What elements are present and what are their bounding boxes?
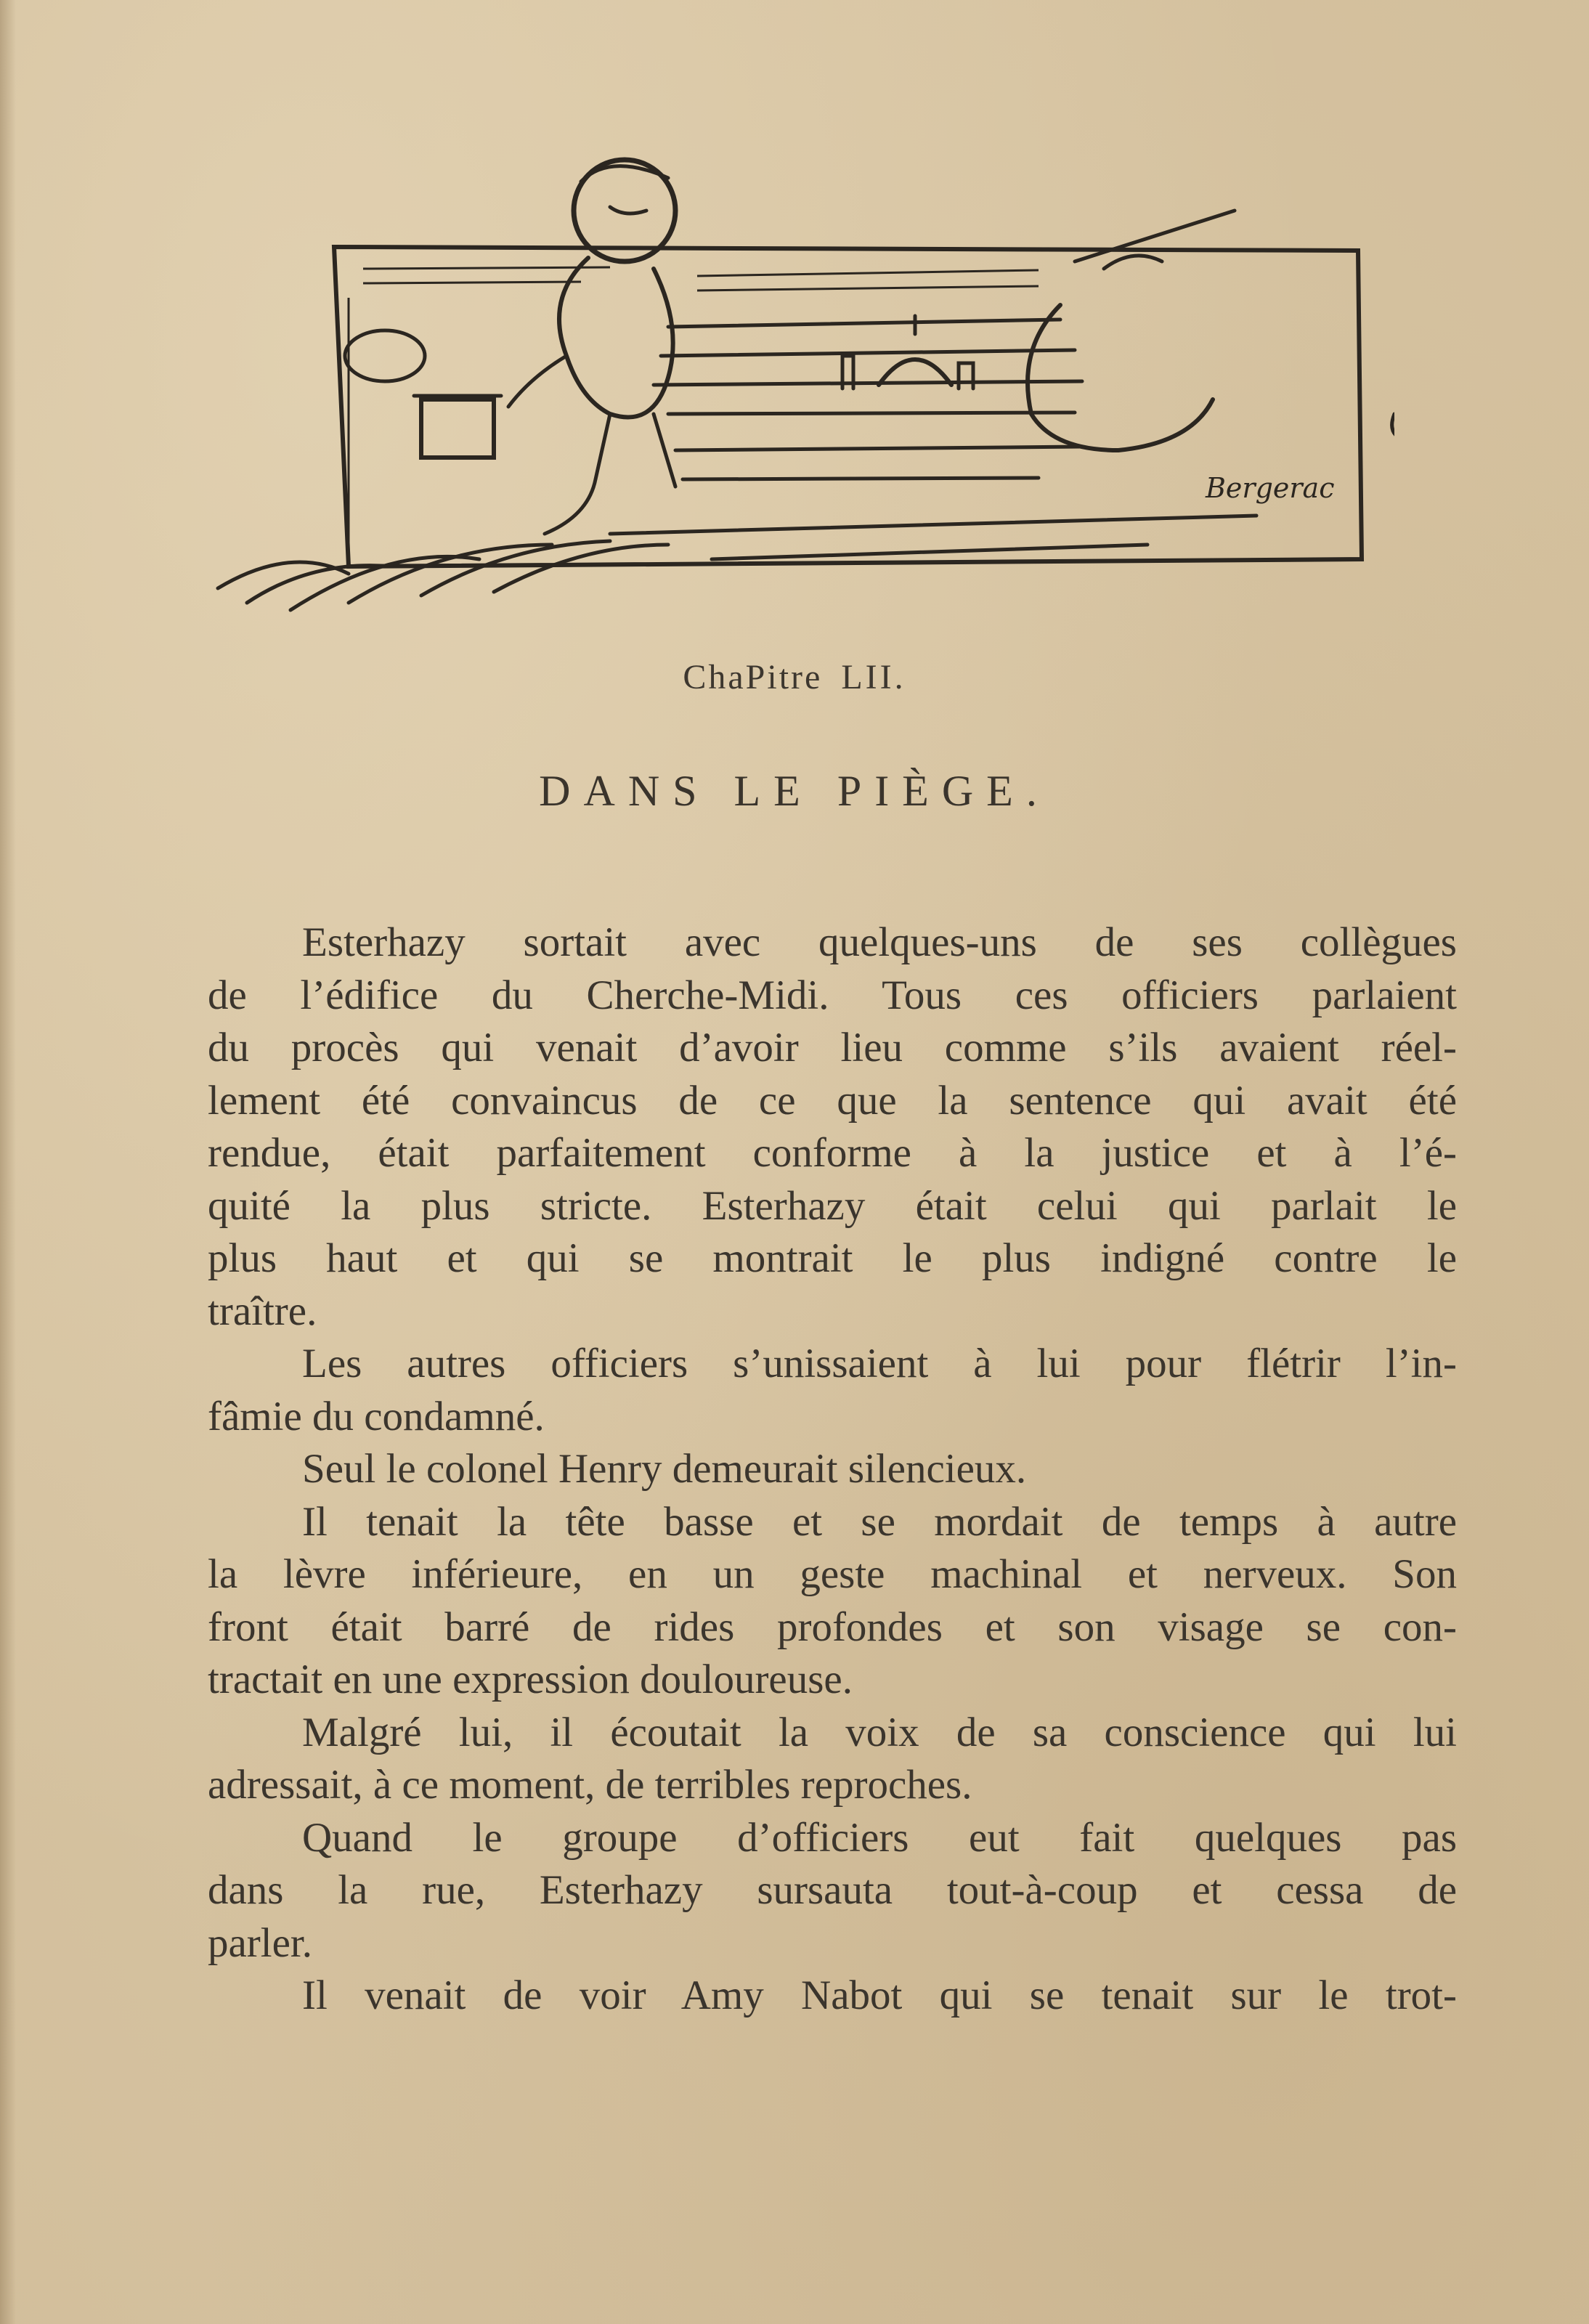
- chapter-number: LII.: [841, 658, 906, 696]
- text-line: Les autres officiers s’unissaient à lui pour flétrir l’in-: [302, 1341, 1457, 1386]
- text-line: Quand le groupe d’officiers eut fait quelques pas: [302, 1814, 1457, 1861]
- chapter-title: [0, 657, 1589, 697]
- text-line: du procès qui venait d’avoir lieu comme s’ils avaient réel-: [208, 1025, 1457, 1070]
- text-line: plus haut et qui se montrait le plus indigné contre le: [208, 1235, 1457, 1281]
- text-line: de l’édifice du Cherche-Midi. Tous ces officiers parlaient: [208, 972, 1457, 1018]
- text-line: lement été convaincus de ce que la sentence qui avait été: [208, 1077, 1457, 1124]
- text-line: front était barré de rides profondes et son visage se con-: [208, 1604, 1457, 1650]
- text-line: adressait, à ce moment, de terribles reproches.: [208, 1762, 972, 1808]
- text-line: rendue, était parfaitement conforme à la justice et à l’é-: [208, 1130, 1457, 1176]
- text-line: Malgré lui, il écoutait la voix de sa conscience qui lui: [302, 1709, 1457, 1755]
- text-line: traître.: [208, 1288, 317, 1334]
- text-line: tractait en une expression douloureuse.: [208, 1657, 853, 1702]
- artist-signature: Bergerac: [1206, 472, 1335, 504]
- text-line: Il venait de voir Amy Nabot qui se tenait sur le trot-: [302, 1972, 1457, 2018]
- text-line: quité la plus stricte. Esterhazy était celui qui parlait le: [208, 1182, 1457, 1229]
- text-line: Esterhazy sortait avec quelques-uns de ses collègues: [302, 919, 1457, 965]
- chapter-heading: DANS LE PIÈGE.: [539, 767, 1050, 815]
- text-line: dans la rue, Esterhazy sursauta tout-à-coup et cessa de: [208, 1867, 1457, 1913]
- text-line: Seul le colonel Henry demeurait silencieux.: [302, 1446, 1027, 1492]
- page-edge: [0, 0, 16, 2324]
- text-line: la lèvre inférieure, en un geste machinal et nerveux. Son: [208, 1551, 1457, 1597]
- chapter-label: ChaPitre: [683, 658, 823, 696]
- body-text: [208, 917, 1457, 2023]
- text-line: Il tenait la tête basse et se mordait de temps à autre: [302, 1498, 1457, 1545]
- text-line: fâmie du condamné.: [208, 1393, 545, 1439]
- cherub-vignette-illustration: [203, 138, 1394, 617]
- cherub-engraving: [203, 138, 1394, 617]
- text-line: parler.: [208, 1919, 313, 1966]
